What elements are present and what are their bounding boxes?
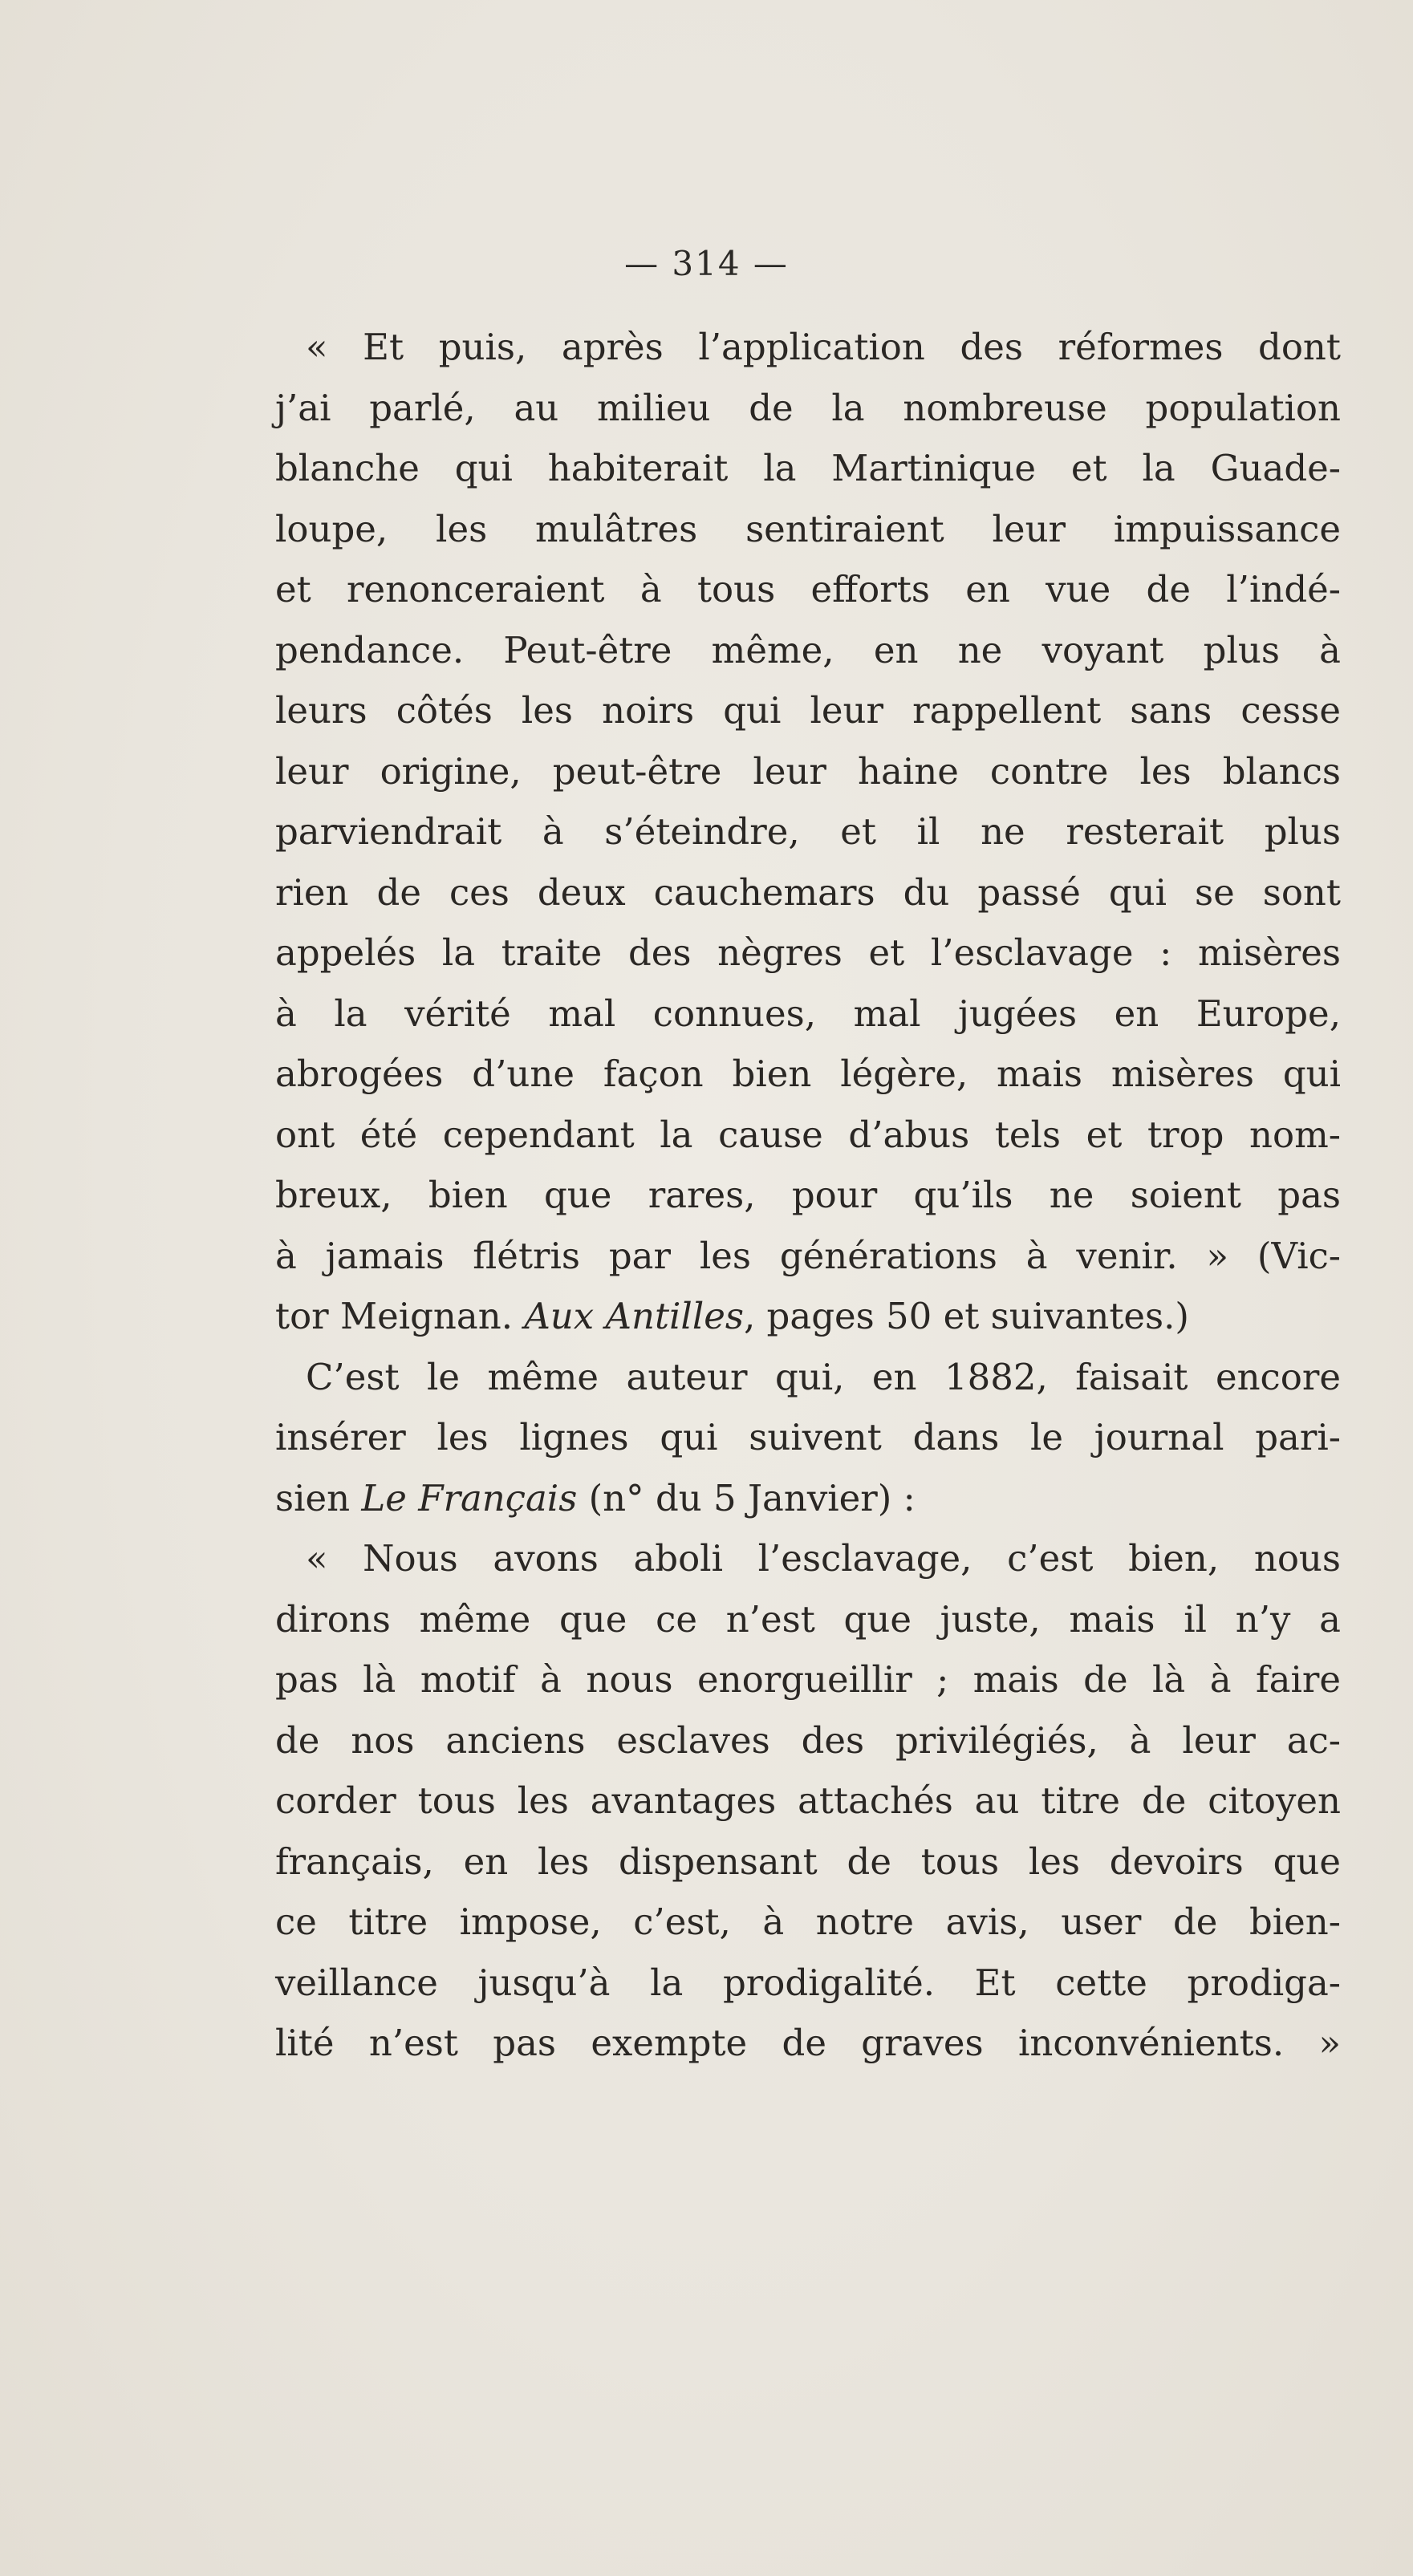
text-line: ont été cependant la cause d’abus tels et trop nom- [275, 1113, 1341, 1156]
text-line [275, 1286, 1341, 1347]
text-segment: , pages 50 et suivantes.) [743, 1295, 1189, 1337]
text-line: « Nous avons aboli l’esclavage, c’est bien, nous [306, 1537, 1341, 1580]
text-line: dirons même que ce n’est que juste, mais il n’y a [275, 1597, 1341, 1641]
text-line: abrogées d’une façon bien légère, mais misères qui [275, 1053, 1341, 1095]
text-line: j’ai parlé, au milieu de la nombreuse population [275, 386, 1341, 429]
page-number: — 314 — [624, 244, 789, 283]
text-line: « Et puis, après l’application des réformes dont [306, 326, 1341, 368]
text-line: loupe, les mulâtres sentiraient leur impuissance [275, 507, 1341, 550]
text-line: C’est le même auteur qui, en 1882, faisait encore [306, 1355, 1341, 1398]
text-segment: tor Meignan. [275, 1295, 525, 1337]
text-line: parviendrait à s’éteindre, et il ne resterait plus [275, 810, 1341, 853]
text-line: rien de ces deux cauchemars du passé qui se sont [275, 870, 1341, 914]
text-line: leurs côtés les noirs qui leur rappellent sans cesse [275, 689, 1341, 732]
text-line: appelés la traite des nègres et l’esclavage : misères [275, 931, 1341, 974]
text-segment: sien [275, 1476, 362, 1519]
text-line: breux, bien que rares, pour qu’ils ne soient pas [275, 1174, 1341, 1216]
text-line: lité n’est pas exempte de graves inconvénients. » [275, 2022, 1341, 2064]
text-segment: (n° du 5 Janvier) : [577, 1476, 916, 1519]
italic-title: Le Français [361, 1476, 578, 1519]
text-line: à la vérité mal connues, mal jugées en Europe, [275, 992, 1341, 1035]
text-line: corder tous les avantages attachés au titre de citoyen [275, 1779, 1341, 1822]
text-line: de nos anciens esclaves des privilégiés, à leur ac- [275, 1718, 1341, 1762]
text-line [275, 1468, 1341, 1529]
italic-title: Aux Antilles [524, 1295, 744, 1337]
text-line: pendance. Peut-être même, en ne voyant plus à [275, 628, 1341, 671]
text-line: à jamais flétris par les générations à venir. » (Vic- [275, 1234, 1341, 1277]
text-line: et renonceraient à tous efforts en vue de l’indé- [275, 568, 1341, 611]
text-line: leur origine, peut-être leur haine contre les blancs [275, 749, 1341, 793]
text-line: insérer les lignes qui suivent dans le journal pari- [275, 1416, 1341, 1458]
text-line: ce titre impose, c’est, à notre avis, user de bien- [275, 1901, 1341, 1943]
text-line: veillance jusqu’à la prodigalité. Et cette prodiga- [275, 1961, 1341, 2004]
text-line: pas là motif à nous enorgueillir ; mais de là à faire [275, 1658, 1341, 1701]
text-line: français, en les dispensant de tous les devoirs que [275, 1840, 1341, 1883]
text-line: blanche qui habiterait la Martinique et la Guade- [275, 447, 1341, 489]
body-text [275, 317, 1341, 2074]
